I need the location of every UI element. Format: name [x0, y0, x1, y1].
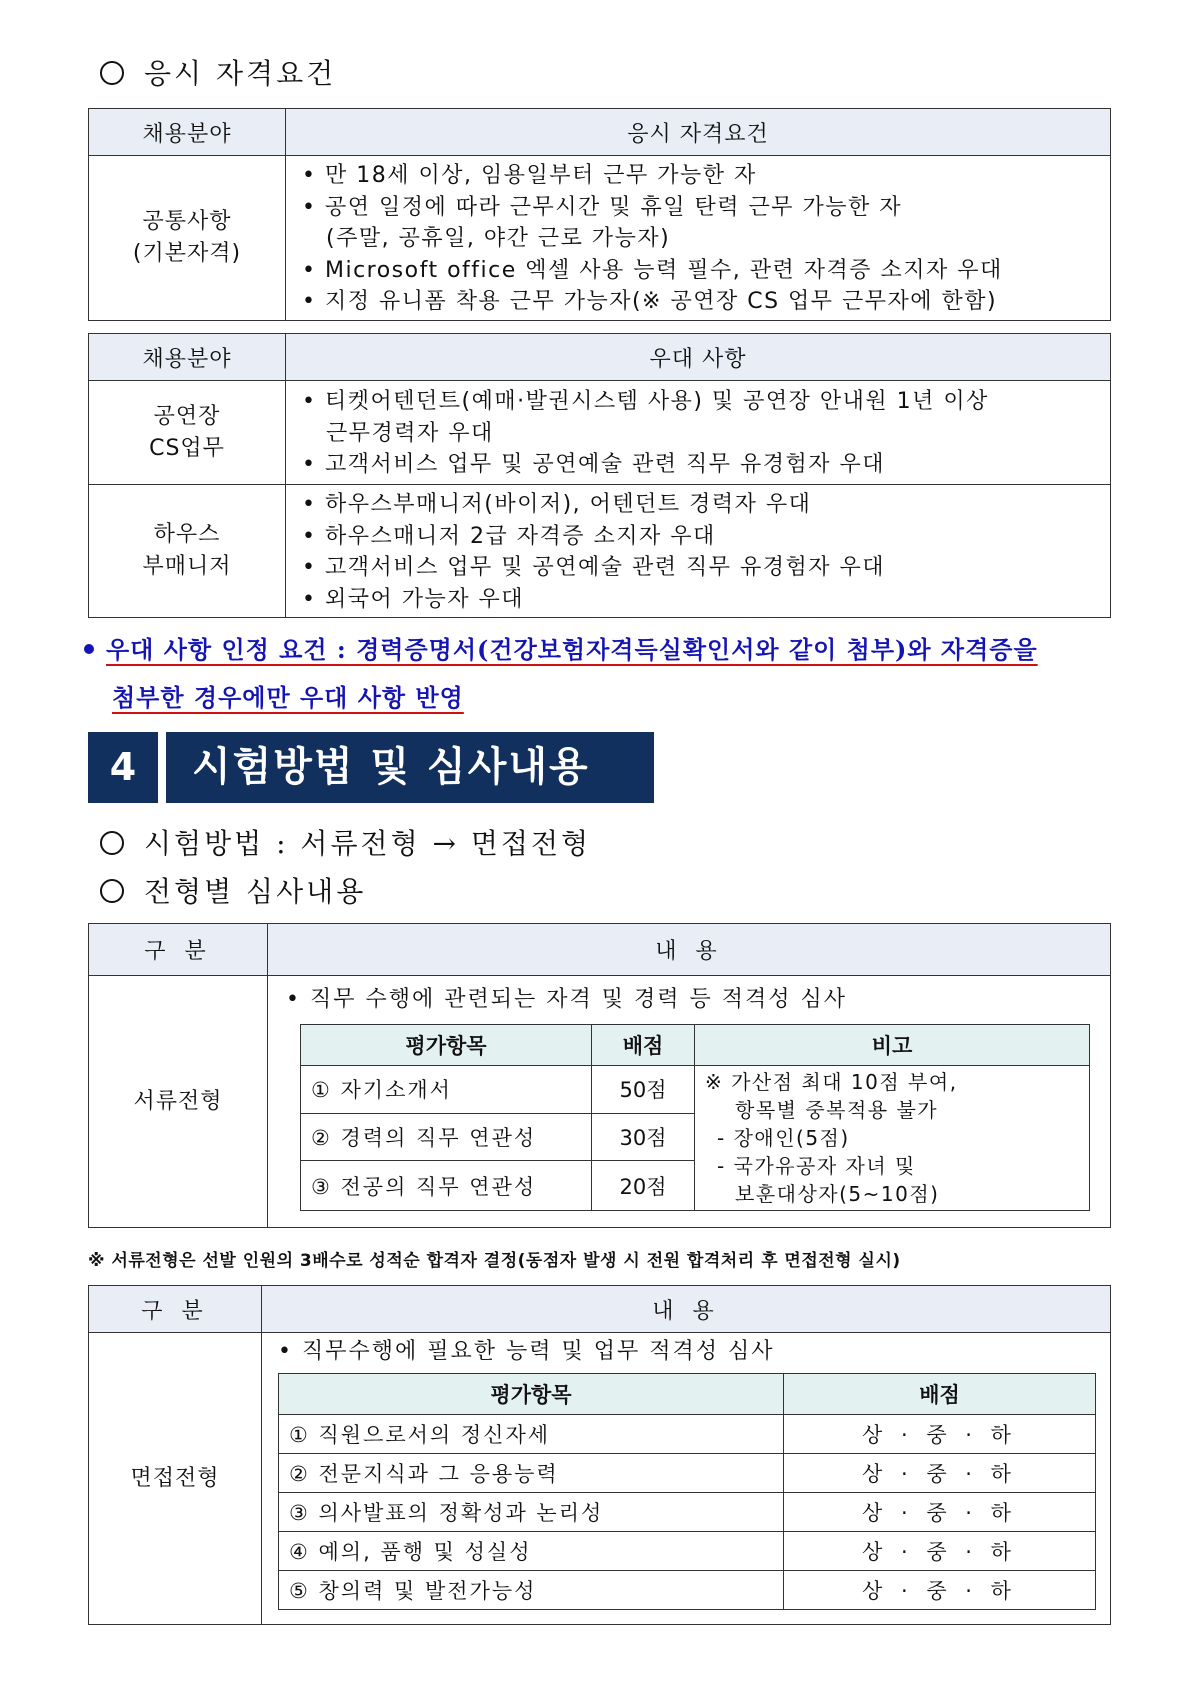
doc-screening-table — [88, 923, 1111, 1228]
inner-col-score: 배점 — [592, 1025, 695, 1066]
table-row-item: ③ 전공의 직무 연관성 — [301, 1161, 592, 1211]
col-field-header: 채용분야 — [89, 109, 286, 156]
section-number: 4 — [88, 732, 158, 803]
field-house: 하우스 부매니저 — [89, 485, 286, 618]
inner-col-item: 평가항목 — [279, 1374, 784, 1415]
list-item: 근무경력자 우대 — [326, 420, 494, 446]
table-row-score: 상 · 중 · 하 — [784, 1454, 1096, 1493]
dot-bullet-icon — [84, 644, 94, 654]
circle-bullet-icon — [100, 61, 124, 85]
table-row-score: 상 · 중 · 하 — [784, 1571, 1096, 1610]
col-content-header: 내 용 — [262, 1286, 1111, 1333]
col-field-header: 채용분야 — [89, 334, 286, 381]
list-item: (주말, 공휴일, 야간 근로 가능자) — [326, 226, 671, 251]
doc-footnote: ※ 서류전형은 선발 인원의 3배수로 성적순 합격자 결정(동점자 발생 시 전원 합격처리 후 면접전형 실시) — [88, 1251, 901, 1271]
list-item: • 고객서비스 업무 및 공연예술 관련 직무 유경험자 우대 — [302, 555, 885, 580]
table-row-item: ⑤ 창의력 및 발전가능성 — [279, 1571, 784, 1610]
interview-score-table — [278, 1373, 1096, 1610]
table-row-score: 상 · 중 · 하 — [784, 1493, 1096, 1532]
col-gubun-header: 구 분 — [89, 1286, 262, 1333]
preference-note: 우대 사항 인정 요건 : 경력증명서(건강보험자격득실확인서와 같이 첨부)와 자격증을 첨부한 경우에만 우대 사항 반영 — [84, 626, 1114, 722]
stage-doc: 서류전형 — [89, 976, 268, 1228]
col-content-header: 내 용 — [268, 924, 1111, 976]
table-row-item: ② 경력의 직무 연관성 — [301, 1113, 592, 1161]
method-heading: 시험방법 : 서류전형 → 면접전형 — [100, 822, 591, 862]
col-preference-header: 우대 사항 — [286, 334, 1111, 381]
table-row-score: 50점 — [592, 1066, 695, 1114]
list-item: • 하우스매니저 2급 자격증 소지자 우대 — [302, 523, 716, 549]
list-item: • 고객서비스 업무 및 공연예술 관련 직무 유경험자 우대 — [302, 452, 885, 478]
doc-score-table — [300, 1024, 1090, 1211]
preference-list — [286, 381, 1111, 485]
qualification-heading: 응시 자격요건 — [100, 52, 336, 92]
table-row-score: 상 · 중 · 하 — [784, 1415, 1096, 1454]
table-row-item: ④ 예의, 품행 및 성실성 — [279, 1532, 784, 1571]
inner-col-remark: 비고 — [695, 1025, 1090, 1066]
col-gubun-header: 구 분 — [89, 924, 268, 976]
section-title: 시험방법 및 심사내용 — [166, 732, 654, 803]
stage-interview: 면접전형 — [89, 1333, 262, 1625]
list-item: • 하우스부매니저(바이저), 어텐던트 경력자 우대 — [302, 492, 812, 517]
field-cs: 공연장 CS업무 — [89, 381, 286, 485]
inner-col-score: 배점 — [784, 1374, 1096, 1415]
inner-col-item: 평가항목 — [301, 1025, 592, 1066]
list-item: • 만 18세 이상, 임용일부터 근무 가능한 자 — [302, 163, 757, 188]
list-item: • 공연 일정에 따라 근무시간 및 휴일 탄력 근무 가능한 자 — [302, 194, 902, 220]
table-row-item: ① 직원으로서의 정신자세 — [279, 1415, 784, 1454]
table-row-item: ① 자기소개서 — [301, 1066, 592, 1114]
table-row-item: ② 전문지식과 그 응용능력 — [279, 1454, 784, 1493]
interview-table — [88, 1285, 1111, 1625]
interview-intro: • 직무수행에 필요한 능력 및 업무 적격성 심사 — [278, 1339, 775, 1364]
field-common: 공통사항 (기본자격) — [89, 156, 286, 321]
preference-list — [286, 485, 1111, 618]
circle-bullet-icon — [100, 831, 124, 855]
list-item: • 지정 유니폼 착용 근무 가능자(※ 공연장 CS 업무 근무자에 한함) — [302, 289, 998, 314]
qualification-table — [88, 108, 1111, 321]
requirement-list — [286, 156, 1111, 321]
list-item: • 티켓어텐던트(예매·발권시스템 사용) 및 공연장 안내원 1년 이상 — [302, 389, 989, 415]
preference-table — [88, 333, 1111, 618]
doc-intro: • 직무 수행에 관련되는 자격 및 경력 등 적격성 심사 — [286, 987, 847, 1012]
circle-bullet-icon — [100, 879, 124, 903]
table-row-item: ③ 의사발표의 정확성과 논리성 — [279, 1493, 784, 1532]
table-row-score: 30점 — [592, 1113, 695, 1161]
table-row-score: 상 · 중 · 하 — [784, 1532, 1096, 1571]
list-item: • 외국어 가능자 우대 — [302, 586, 524, 612]
remark-cell: ※ 가산점 최대 10점 부여, 항목별 중복적용 불가 - 장애인(5점) - 국가유공자 자녀 및 보훈대상자(5~10점) — [695, 1066, 1090, 1211]
content-heading: 전형별 심사내용 — [100, 870, 366, 910]
col-requirement-header: 응시 자격요건 — [286, 109, 1111, 156]
list-item: • Microsoft office 엑셀 사용 능력 필수, 관련 자격증 소지자 우대 — [302, 257, 1003, 283]
table-row-score: 20점 — [592, 1161, 695, 1211]
